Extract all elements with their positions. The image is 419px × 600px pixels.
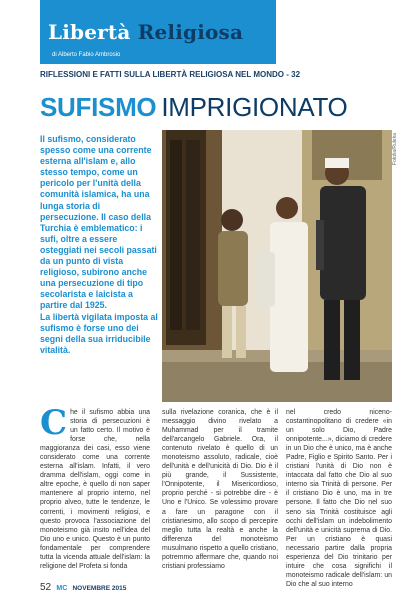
photo-credit: Fotolia/Ruleka [392,133,398,165]
rubric-word-1: Libertà [48,20,131,44]
title-word-2: IMPRIGIONATO [161,92,348,122]
article-title [40,92,347,123]
title-word-1: SUFISMO [40,92,157,122]
body-text-1: he il sufismo abbia una storia di persecuzioni è un fatto certo. Il motivo è forse che, nella maggioranza dei casi, esso viene considerato come una corrente esterna all'islam. Infatti, il vero dramma dell'islam, oggi come in altre epoche, è quello di non saper mantenere al proprio interno, nel proprio alveo, tutte le tendenze, le correnti, i movimenti religiosi, e questo provoca l'associazione del monoteismo già insito nell'idea del Dio uno e unico. Questo è un punto fondamentale per comprendere tutta la vicenda attuale dell'islam: la religione del Profeta si fonda [40,409,150,570]
lead-paragraph-2: La libertà vigilata imposta al sufismo è forse uno dei segni della sua irriducibile vitalità. [40,311,158,355]
drop-cap: C [40,408,68,443]
body-column-2 [162,408,278,590]
page-number: 52 [40,582,52,593]
body-text-2: sulla rivelazione coranica, che è il messaggio divino rivelato a Muhammad per il tramite dell'arcangelo Gabriele. Ora, il contenuto rivelato è quello di un monoteismo assoluto, radicale, cioè dell'unità e dell'unicità di Dio. Dio è il più grande, il Sussistente, l'Onnipotente, il Misericordioso, proprio perché - si potrebbe dire - è Uno e l'Unico. Se volessimo provare a fare un paragone con il cristianesimo, allo scopo di percepire meglio tutta la realtà e anche la differenza del monoteismo musulmano rispetto a quello cristiano, potremmo affermare che, quando noi cristiani professiamo [162,409,278,570]
body-column-3 [286,408,392,590]
article-lead [40,134,160,356]
body-column-1 [40,408,150,590]
magazine-name: MC [56,585,68,592]
body-text-3: nel credo niceno-costantinopolitano di credere «in un solo Dio, Padre onnipotente...», diciamo di credere in un Dio che è unico, ma è anche Padre, Figlio e Spirito Santo. Per i cristiani l'unità di Dio non è intaccata dal fatto che Dio al suo interno sia Trinità di persone. Per il cristiano Dio è uno, ma in tre persone. Il fatto che Dio nel suo seno sia Trinità costituisce agli occhi dell'islam un indebolimento dell'unità e unicità suprema di Dio. Per un cristiano è quasi necessario partire dalla propria esperienza del Dio trinitario per intuire che cosa significhi il monoteismo radicale dell'islam: un Dio che al suo interno [286,409,392,588]
page-footer [40,582,126,593]
rubric-title [48,20,243,44]
series-subtitle: RIFLESSIONI E FATTI SULLA LIBERTÀ RELIGIOSA NEL MONDO - 32 [40,70,301,79]
author-byline: di Alberto Fabio Ambrosio [52,52,121,58]
issue-date: NOVEMBRE 2015 [72,585,127,592]
lead-paragraph-1: Il sufismo, considerato spesso come una corrente esterna all'islam e, allo stesso tempo, come un pericolo per l'unità della comunità islamica, ha una lunga storia di persecuzione. Il caso della Turchia è emblematico: i sufi, oltre a essere osteggiati nei secoli passati da un punto di vista religioso, subirono anche una persecuzione di tipo secolarista e laicista a partire dal 1925. [40,134,157,311]
article-photo [162,130,392,402]
rubric-word-2: Religiosa [137,20,244,44]
